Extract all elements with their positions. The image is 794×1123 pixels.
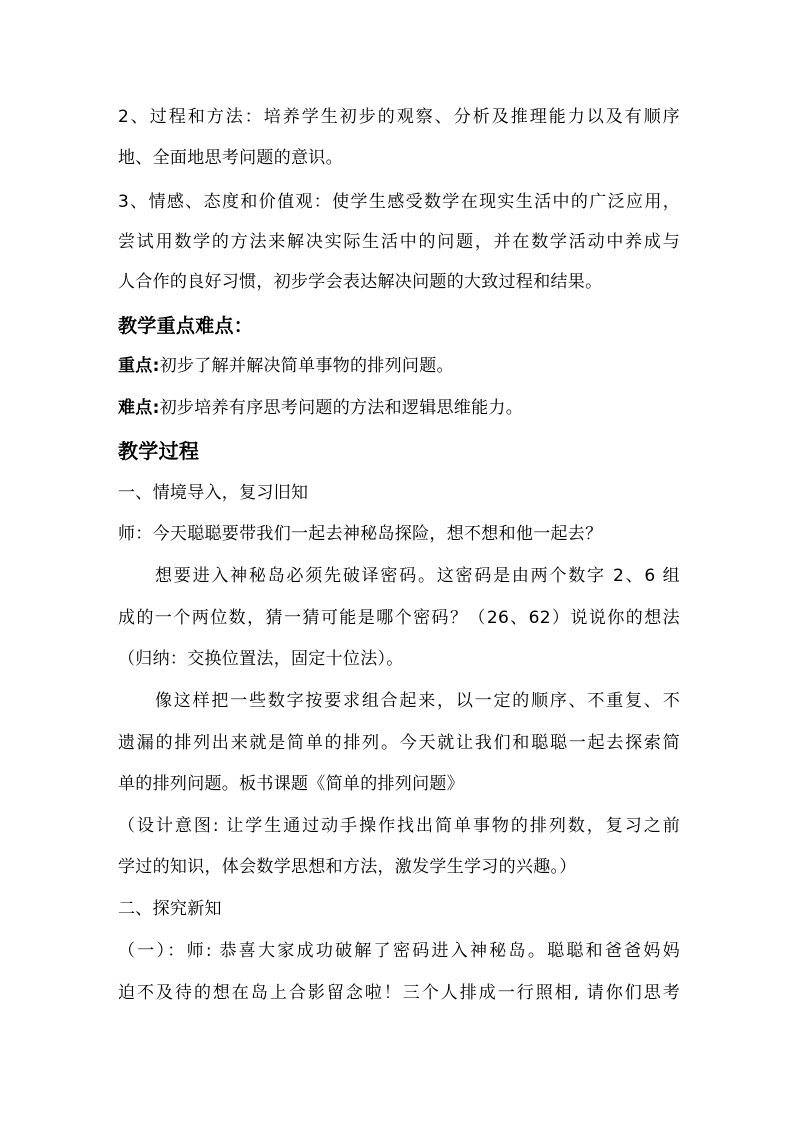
paragraph-5-line-1: （一）：师: 恭喜大家成功破解了密码进入神秘岛。聪聪和爸爸妈妈 [118, 941, 680, 961]
objective-3-line-1: 3、情感、态度和价值观：使学生感受数学在现实生活中的广泛应用， [118, 192, 680, 212]
paragraph-3-line-1: 像这样把一些数字按要求组合起来，以一定的顺序、不重复、不 [155, 691, 680, 711]
paragraph-2-line-3: （归纳：交换位置法，固定十位法）。 [118, 649, 404, 669]
heading-teaching-process: 教学过程 [118, 439, 200, 463]
difficult-point-text: 初步培养有序思考问题的方法和逻辑思维能力。 [159, 398, 524, 418]
key-point-text: 初步了解并解决简单事物的排列问题。 [159, 356, 454, 376]
key-point-label: 重点: [118, 356, 160, 376]
objective-2-line-1: 2、过程和方法：培养学生初步的观察、分析及推理能力以及有顺序 [118, 107, 680, 127]
objective-3-line-3: 人合作的良好习惯，初步学会表达解决问题的大致过程和结果。 [118, 272, 603, 292]
paragraph-2-line-2: 成的一个两位数，猜一猜可能是哪个密码？（26、62）说说你的想法 [118, 608, 680, 628]
paragraph-1: 师：今天聪聪要带我们一起去神秘岛探险，想不想和他一起去？ [118, 524, 603, 544]
design-intent-line-2: 学过的知识，体会数学思想和方法，激发学生学习的兴趣。） [118, 857, 577, 877]
section-2-title: 二、探究新知 [118, 899, 222, 919]
design-intent-line-1: （设计意图: 让学生通过动手操作找出简单事物的排列数，复习之前 [118, 816, 680, 836]
objective-3-line-2: 尝试用数学的方法来解决实际生活中的问题，并在数学活动中养成与 [118, 232, 680, 252]
section-1-title: 一、情境导入，复习旧知 [118, 483, 309, 503]
difficult-point-line [118, 397, 680, 419]
heading-key-difficult-points: 教学重点难点： [118, 315, 254, 337]
paragraph-3-line-2: 遗漏的排列出来就是简单的排列。今天就让我们和聪聪一起去探索简 [118, 733, 680, 753]
objective-2-line-2: 地、全面地思考问题的意识。 [118, 148, 343, 168]
paragraph-2-line-1: 想要进入神秘岛必须先破译密码。这密码是由两个数字 2、6 组 [155, 566, 680, 586]
key-point-line [118, 355, 680, 377]
paragraph-3-line-3: 单的排列问题。板书课题《简单的排列问题》 [118, 774, 464, 794]
difficult-point-label: 难点: [118, 398, 160, 418]
paragraph-5-line-2: 迫不及待的想在岛上合影留念啦！三个人排成一行照相, 请你们思考 [118, 983, 680, 1003]
